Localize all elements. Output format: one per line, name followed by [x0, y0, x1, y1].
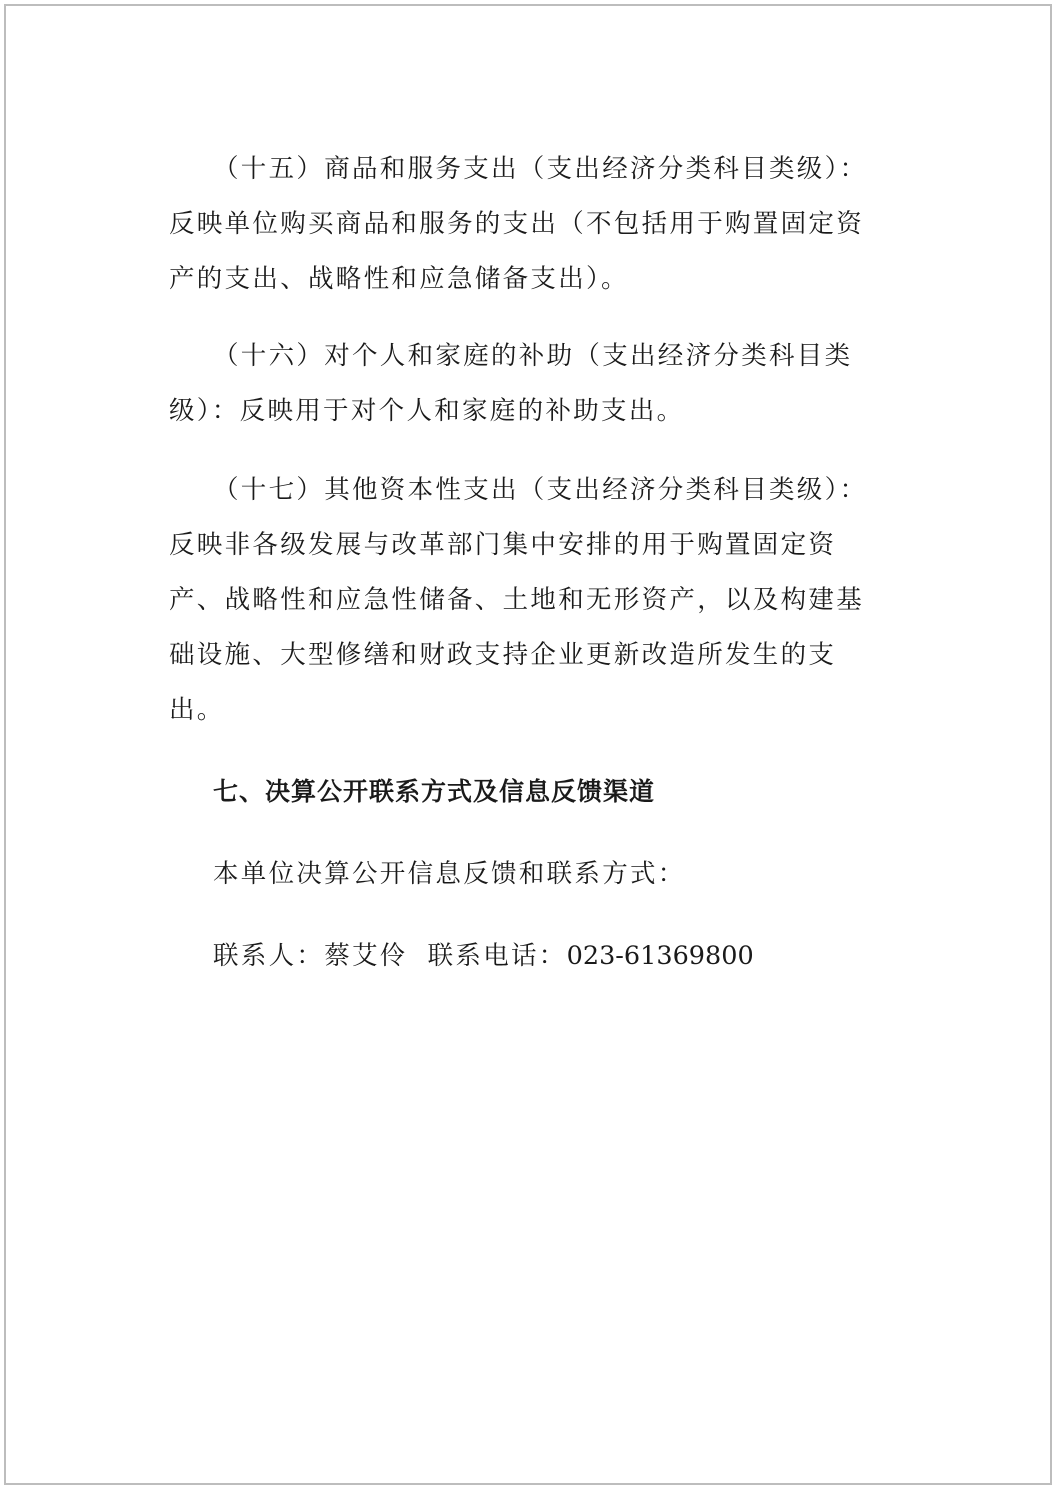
paragraph-other-capital-expenditure: （十七）其他资本性支出（支出经济分类科目类级）：反映非各级发展与改革部门集中安排的用于购置固定资产、战略性和应急性储备、土地和无形资产，以及构建基础设施、大型修缮和财政支持企业更新改造所发生的支出。 [169, 475, 868, 725]
paragraph-goods-services-expenditure: （十五）商品和服务支出（支出经济分类科目类级）：反映单位购买商品和服务的支出（不包括用于购置固定资产的支出、战略性和应急储备支出）。 [169, 154, 868, 294]
contact-intro: 本单位决算公开信息反馈和联系方式： [213, 859, 686, 889]
document-body [169, 142, 889, 1010]
contact-phone-label: 联系电话： [427, 941, 567, 971]
contact-line [169, 928, 889, 984]
paragraph-household-subsidy: （十六）对个人和家庭的补助（支出经济分类科目类级）：反映用于对个人和家庭的补助支出。 [169, 341, 853, 426]
contact-person: 联系人：蔡艾伶 [213, 941, 408, 971]
contact-phone-number: 023-61369800 [566, 941, 754, 971]
section-heading-contact: 七、决算公开联系方式及信息反馈渠道 [213, 777, 656, 806]
document-page [4, 4, 1052, 1485]
